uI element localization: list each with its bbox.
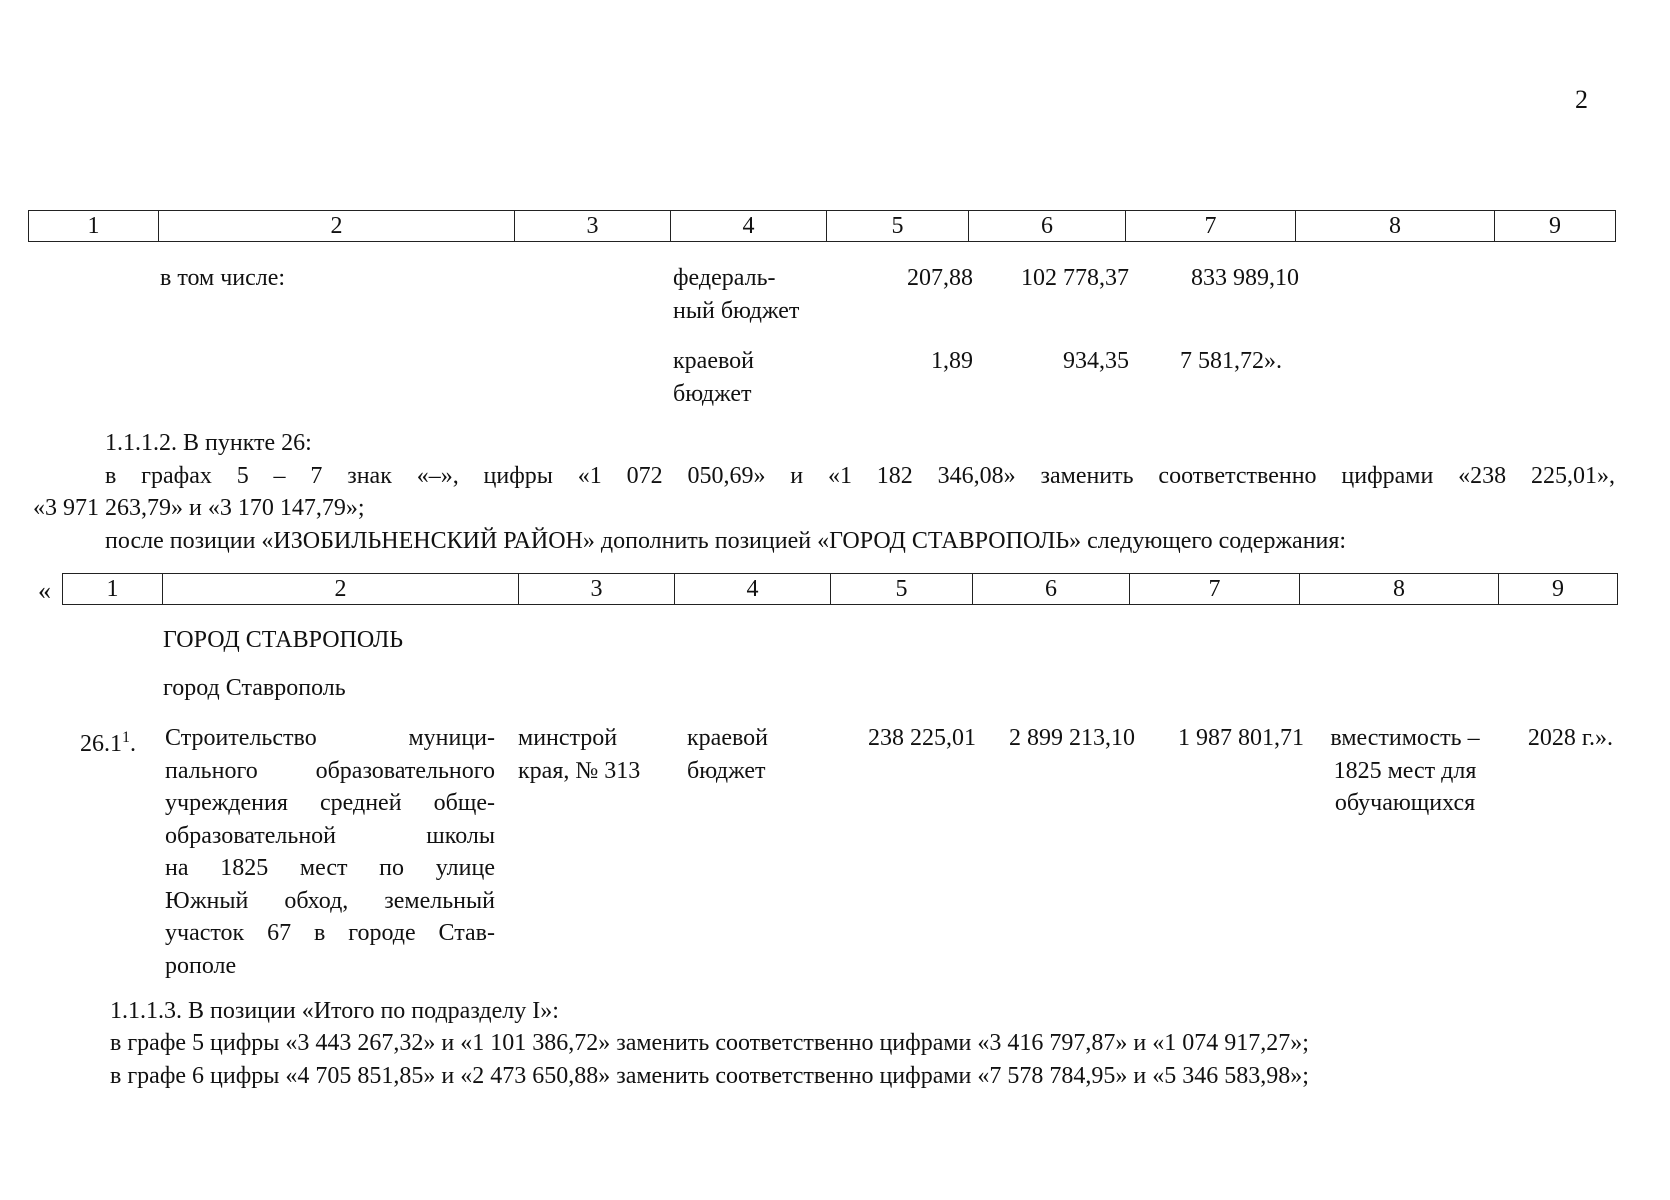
object-name-line: Южный обход, земельный xyxy=(165,887,495,914)
capacity-line: 1825 мест для xyxy=(1333,757,1477,784)
completion-year: 2028 г.». xyxy=(1527,725,1613,751)
row-number-main: 26.1 xyxy=(80,731,122,757)
customer-line: края, № 313 xyxy=(518,757,641,784)
open-quote: « xyxy=(38,576,51,605)
col7-value: 1 987 801,71 xyxy=(1178,725,1304,751)
column-header-cell: 7 xyxy=(1130,574,1300,605)
col6-value: 102 778,37 xyxy=(1021,265,1129,291)
column-header-cell: 8 xyxy=(1300,574,1499,605)
capacity-line: обучающихся xyxy=(1334,790,1476,816)
amendment-1112-line3: после позиции «ИЗОБИЛЬНЕНСКИЙ РАЙОН» дополнить позицией «ГОРОД СТАВРОПОЛЬ» следующего содержания: xyxy=(105,528,1347,554)
budget-source-line: бюджет xyxy=(687,757,766,784)
object-name-line: образовательной школы xyxy=(165,822,495,849)
object-name-line: рополе xyxy=(165,952,237,979)
budget-source-line: бюджет xyxy=(673,380,752,407)
column-header-row-1 xyxy=(28,210,1616,242)
column-header-cell: 1 xyxy=(29,211,159,242)
column-header-cell: 1 xyxy=(63,574,163,605)
budget-source-line: краевой xyxy=(673,348,754,374)
column-header-cell: 5 xyxy=(831,574,973,605)
budget-source-line: краевой xyxy=(687,725,768,751)
budget-source-line: ный бюджет xyxy=(673,297,800,324)
row-number-suffix: . xyxy=(130,731,136,757)
column-header-cell: 2 xyxy=(163,574,519,605)
col5-value: 207,88 xyxy=(907,265,973,291)
column-header-cell: 6 xyxy=(973,574,1130,605)
column-header-cell: 4 xyxy=(671,211,827,242)
column-header-cell: 4 xyxy=(675,574,831,605)
budget-source xyxy=(687,722,768,787)
col5-value: 1,89 xyxy=(931,348,973,374)
col6-value: 934,35 xyxy=(1063,348,1129,374)
capacity xyxy=(1310,722,1500,820)
column-header-cell: 7 xyxy=(1126,211,1296,242)
city-heading: город Ставрополь xyxy=(163,675,346,701)
amendment-1113-line1: в графе 5 цифры «3 443 267,32» и «1 101 386,72» заменить соответственно цифрами «3 416 797,87» и «1 074 917,27»; xyxy=(110,1030,1309,1056)
row-number xyxy=(80,722,136,761)
object-name-line: Строительство муници- xyxy=(165,725,495,751)
column-header-cell: 2 xyxy=(159,211,515,242)
capacity-line: вместимость – xyxy=(1330,725,1480,751)
customer xyxy=(518,722,640,787)
amendment-1112-line2: «3 971 263,79» и «3 170 147,79»; xyxy=(33,495,365,521)
object-name-line: участок 67 в городе Став- xyxy=(165,920,495,946)
budget-source xyxy=(673,345,754,410)
object-name-line: учреждения средней обще- xyxy=(165,790,495,816)
column-header-cell: 5 xyxy=(827,211,969,242)
including-label: в том числе: xyxy=(160,265,286,291)
budget-source-line: федераль- xyxy=(673,265,776,291)
column-header-cell: 3 xyxy=(519,574,675,605)
col6-value: 2 899 213,10 xyxy=(1009,725,1135,751)
object-name xyxy=(165,722,495,982)
customer-line: минстрой xyxy=(518,725,618,751)
object-name-line: пального образовательного xyxy=(165,757,495,784)
col7-value: 833 989,10 xyxy=(1191,265,1299,291)
object-name-line: на 1825 мест по улице xyxy=(165,855,495,881)
col7-value: 7 581,72». xyxy=(1180,348,1282,374)
district-heading: ГОРОД СТАВРОПОЛЬ xyxy=(163,627,404,653)
column-header-cell: 6 xyxy=(969,211,1126,242)
col5-value: 238 225,01 xyxy=(868,725,976,751)
amendment-1113-line2: в графе 6 цифры «4 705 851,85» и «2 473 650,88» заменить соответственно цифрами «7 578 784,95» и «5 346 583,98»; xyxy=(110,1063,1309,1089)
page-number: 2 xyxy=(1575,85,1588,114)
column-header-row-2 xyxy=(62,573,1618,605)
column-header-cell: 9 xyxy=(1499,574,1618,605)
budget-source xyxy=(673,262,799,327)
column-header-cell: 8 xyxy=(1296,211,1495,242)
column-header-cell: 3 xyxy=(515,211,671,242)
amendment-1112-heading: 1.1.1.2. В пункте 26: xyxy=(105,430,312,456)
column-header-cell: 9 xyxy=(1495,211,1616,242)
row-number-superscript: 1 xyxy=(122,729,130,746)
amendment-1113-heading: 1.1.1.3. В позиции «Итого по подразделу I»: xyxy=(110,998,559,1024)
amendment-1112-line1: в графах 5 – 7 знак «–», цифры «1 072 050,69» и «1 182 346,08» заменить соответственно цифрами «238 225,01», xyxy=(105,463,1615,489)
